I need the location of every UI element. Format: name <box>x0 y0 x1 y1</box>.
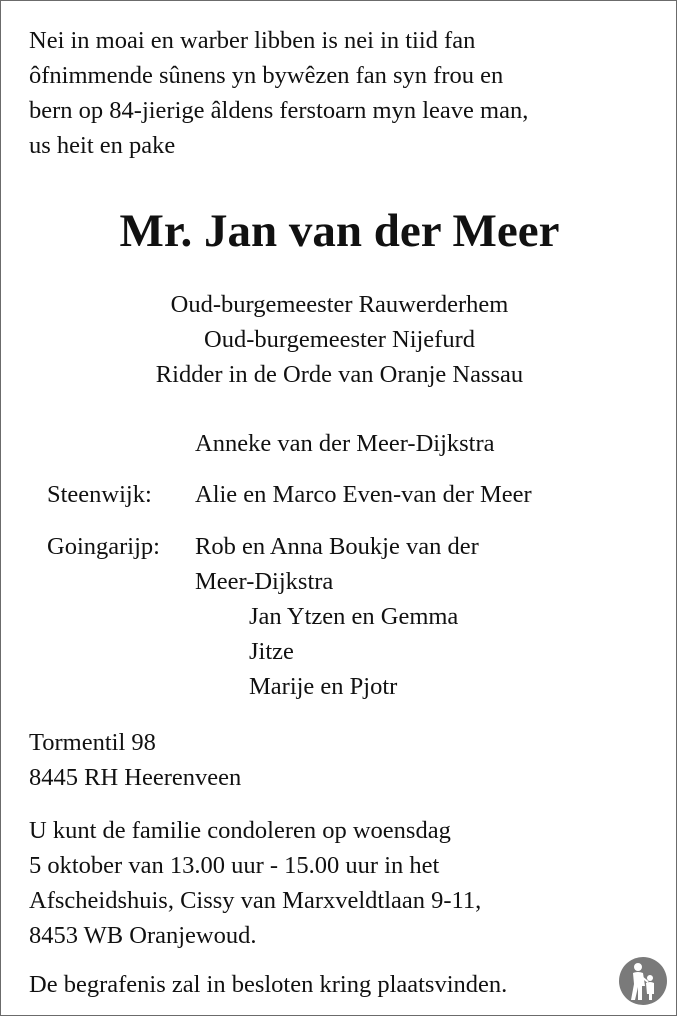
goingarijp-names: Rob en Anna Boukje van der <box>195 533 479 560</box>
goingarijp-names-cont: Meer-Dijkstra <box>195 568 334 595</box>
address-street: Tormentil 98 <box>29 729 156 756</box>
wife-name: Anneke van der Meer-Dijkstra <box>195 430 495 457</box>
title-line: Oud-burgemeester Nijefurd <box>204 326 475 353</box>
condolence-line: 8453 WB Oranjewoud. <box>29 922 257 949</box>
intro-line: Nei in moai en warber libben is nei in tiid fan <box>29 27 476 54</box>
funeral-note: De begrafenis zal in besloten kring plaatsvinden. <box>29 971 508 998</box>
intro-line: us heit en pake <box>29 132 176 159</box>
intro-line: bern op 84-jierige âldens ferstoarn myn leave man, <box>29 97 529 124</box>
intro-line: ôfnimmende sûnens yn bywêzen fan syn frou en <box>29 62 504 89</box>
condolence-line: Afscheidshuis, Cissy van Marxveldtlaan 9-11, <box>29 887 482 914</box>
grandchild: Marije en Pjotr <box>249 673 398 700</box>
intro-text <box>29 23 659 163</box>
condolence-line: 5 oktober van 13.00 uur - 15.00 uur in het <box>29 852 440 879</box>
deceased-name: Mr. Jan van der Meer <box>119 205 560 257</box>
steenwijk-label: Steenwijk: <box>47 481 152 508</box>
grandchild: Jitze <box>249 638 294 665</box>
address-city: 8445 RH Heerenveen <box>29 764 242 791</box>
goingarijp-label: Goingarijp: <box>47 533 160 560</box>
grandchild: Jan Ytzen en Gemma <box>249 603 459 630</box>
steenwijk-names: Alie en Marco Even-van der Meer <box>195 481 532 508</box>
condolence-line: U kunt de familie condoleren op woensdag <box>29 817 451 844</box>
title-line: Oud-burgemeester Rauwerderhem <box>170 291 509 318</box>
title-line: Ridder in de Orde van Oranje Nassau <box>155 361 524 388</box>
person-with-child-logo-icon <box>618 956 668 1006</box>
deceased-titles <box>1 287 677 392</box>
